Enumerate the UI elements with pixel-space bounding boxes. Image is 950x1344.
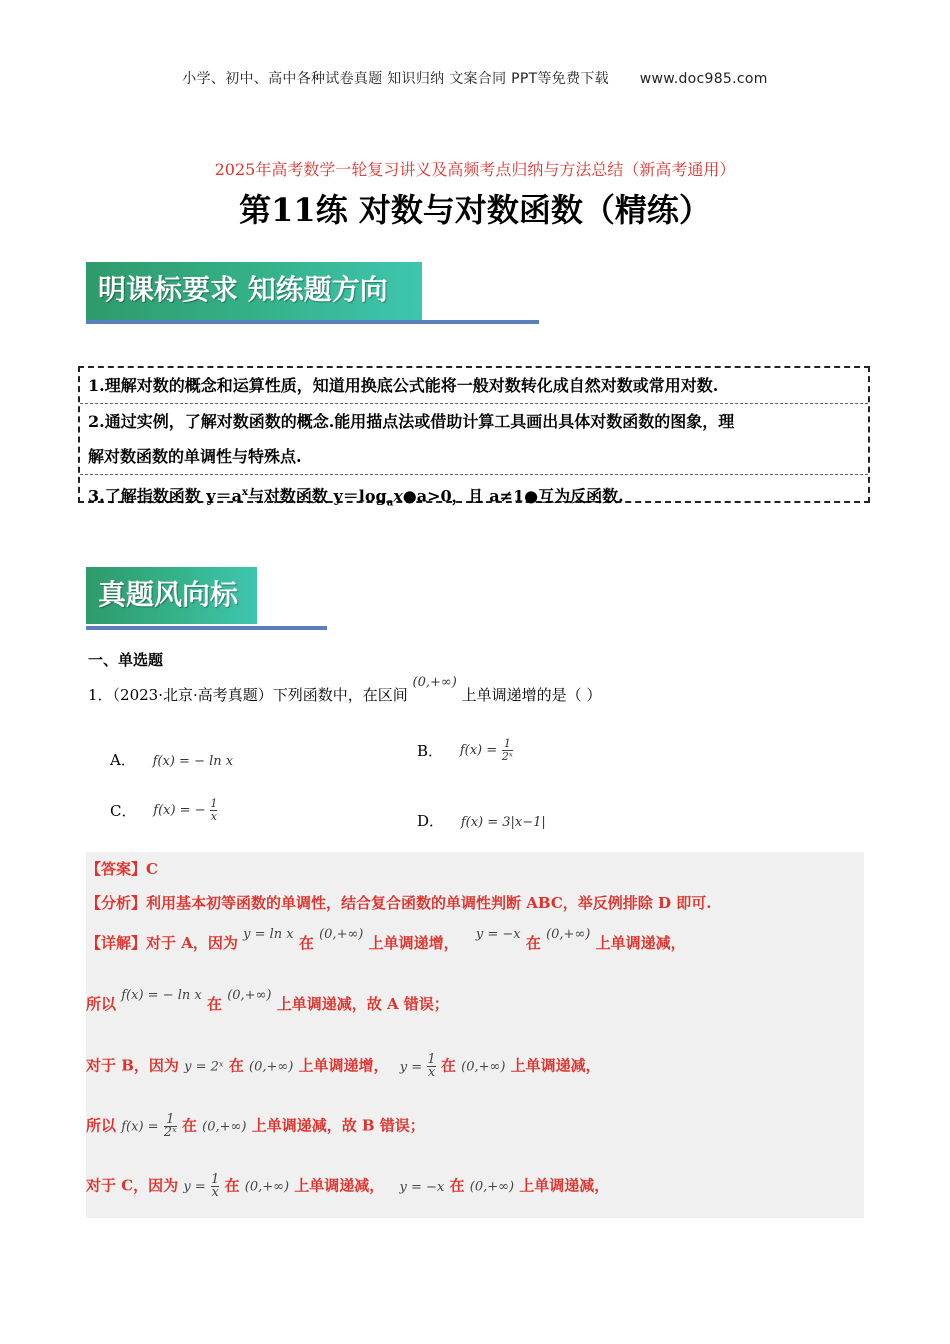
banner-underline — [86, 626, 327, 630]
frac-num: 1 — [164, 1114, 177, 1127]
option-fraction — [210, 798, 217, 823]
option-fraction — [502, 738, 513, 763]
detail-math: y = −x — [475, 927, 521, 942]
detail-text: 对于 B，因为 — [86, 1056, 179, 1075]
option-expr: f(x) = − ln x — [152, 754, 234, 769]
option-a[interactable] — [110, 749, 233, 770]
detail-math: y = — [399, 1059, 423, 1075]
frac-den: 2ˣ — [501, 750, 513, 763]
frac-den: x — [210, 810, 217, 823]
detail-text: 在 — [224, 1176, 240, 1195]
frac-den: 2ˣ — [163, 1125, 177, 1140]
header-site[interactable]: www.doc985.com — [639, 71, 768, 87]
detail-math: f(x) = − ln x — [121, 988, 202, 1003]
detail-math: (0,+∞) — [202, 1119, 247, 1135]
requirement-1: 1.理解对数的概念和运算性质，知道用换底公式能将一般对数转化成自然对数或常用对数. — [88, 376, 719, 395]
doc-title: 第11练 对数与对数函数（精练） — [239, 191, 711, 229]
detail-line-1 — [86, 927, 686, 953]
frac-num: 1 — [427, 1052, 436, 1067]
option-d[interactable] — [417, 810, 546, 831]
detail-text: 【详解】对于 A，因为 — [86, 934, 238, 952]
banner-requirements — [86, 262, 422, 320]
detail-text: 在 — [228, 1056, 244, 1075]
detail-text: 对于 C，因为 — [86, 1176, 179, 1195]
detail-text: 上单调递减，故 A 错误； — [276, 995, 449, 1013]
page-header — [0, 68, 950, 88]
frac-num: 1 — [211, 1172, 220, 1187]
question-interval: (0,+∞) — [412, 675, 457, 690]
req3-sup: x — [241, 487, 248, 498]
option-label: A． — [110, 751, 136, 769]
detail-math: (0,+∞) — [469, 1179, 515, 1195]
option-label: C． — [110, 802, 137, 820]
detail-math: y = — [183, 1179, 206, 1195]
banner-underline — [86, 320, 539, 324]
detail-math: (0,+∞) — [249, 1059, 294, 1075]
paren-left-icon: ● — [402, 486, 417, 506]
banner-exam-trend — [86, 567, 257, 624]
detail-text: 上单调递减，故 B 错误； — [251, 1116, 425, 1135]
detail-text: 上单调递减， — [510, 1056, 601, 1075]
detail-text: 上单调递减， — [294, 1176, 385, 1195]
question-stem — [88, 675, 602, 705]
detail-line-4 — [86, 1114, 425, 1139]
detail-text: 上单调递增， — [368, 934, 459, 952]
detail-math: (0,+∞) — [319, 927, 364, 942]
req3-part: 3.了解指数函数 y＝a — [88, 486, 242, 506]
detail-math: y = ln x — [243, 927, 294, 942]
detail-fraction — [427, 1054, 435, 1079]
detail-math: (0,+∞) — [227, 988, 272, 1003]
detail-math: y = 2ˣ — [184, 1059, 224, 1075]
paren-right-icon: ● — [524, 486, 539, 506]
detail-math: f(x) = — [121, 1119, 159, 1135]
question-text: 上单调递增的是（ ） — [461, 686, 602, 704]
detail-line-2 — [86, 988, 449, 1014]
detail-text: 在 — [298, 934, 314, 952]
option-c[interactable] — [110, 798, 217, 823]
detail-text: 上单调递减， — [519, 1176, 610, 1195]
option-label: B． — [417, 742, 444, 760]
frac-num: 1 — [503, 737, 511, 750]
detail-fraction — [164, 1114, 177, 1139]
detail-math: (0,+∞) — [461, 1059, 506, 1075]
section-heading: 一、单选题 — [88, 651, 164, 669]
detail-math: y = −x — [399, 1179, 445, 1195]
banner-exam-trend-text: 真题风向标 — [98, 578, 239, 611]
requirement-3 — [80, 475, 868, 521]
question-text: 1．（2023·北京·高考真题）下列函数中，在区间 — [88, 686, 408, 704]
analysis-line: 【分析】利用基本初等函数的单调性，结合复合函数的单调性判断 ABC，举反例排除 D 即可. — [86, 894, 712, 912]
answer-line: 【答案】C — [86, 860, 158, 878]
option-expr: f(x) = 3|x−1| — [460, 815, 546, 830]
detail-text: 在 — [206, 995, 222, 1013]
requirement-2-cont: 解对数函数的单调性与特殊点. — [88, 447, 302, 466]
option-expr: f(x) = − — [153, 803, 206, 818]
requirements-box — [78, 366, 870, 509]
option-label: D． — [417, 812, 445, 830]
doc-subtitle: 2025年高考数学一轮复习讲义及高频考点归纳与方法总结（新高考通用） — [214, 160, 736, 179]
requirement-2: 2.通过实例，了解对数函数的概念.能用描点法或借助计算工具画出具体对数函数的图象，理 — [88, 412, 735, 431]
detail-math: (0,+∞) — [244, 1179, 290, 1195]
detail-text: 在 — [525, 934, 541, 952]
req3-part: 互为反函数. — [538, 486, 624, 506]
frac-den: x — [211, 1185, 219, 1200]
req3-part: a>0，且 a≠1 — [416, 486, 525, 506]
answer-panel — [86, 852, 864, 1218]
detail-fraction — [211, 1174, 219, 1199]
frac-den: x — [427, 1065, 436, 1080]
req3-part: x — [393, 486, 403, 506]
detail-text: 在 — [440, 1056, 456, 1075]
frac-num: 1 — [210, 797, 218, 810]
detail-line-3 — [86, 1054, 601, 1079]
detail-text: 上单调递减， — [595, 934, 686, 952]
detail-text: 在 — [181, 1116, 197, 1135]
detail-text: 所以 — [86, 995, 117, 1013]
detail-line-5 — [86, 1174, 609, 1199]
req3-sub: a — [386, 497, 394, 509]
req3-part: 与对数函数 y＝log — [247, 486, 387, 506]
detail-math: (0,+∞) — [546, 927, 591, 942]
detail-text: 所以 — [86, 1116, 117, 1135]
option-expr: f(x) = — [459, 743, 498, 758]
detail-text: 在 — [449, 1176, 465, 1195]
header-text: 小学、初中、高中各种试卷真题 知识归纳 文案合同 PPT等免费下载 — [182, 71, 609, 87]
banner-requirements-text: 明课标要求 知练题方向 — [98, 273, 388, 306]
detail-text: 上单调递增， — [298, 1056, 389, 1075]
option-b[interactable] — [417, 738, 513, 763]
